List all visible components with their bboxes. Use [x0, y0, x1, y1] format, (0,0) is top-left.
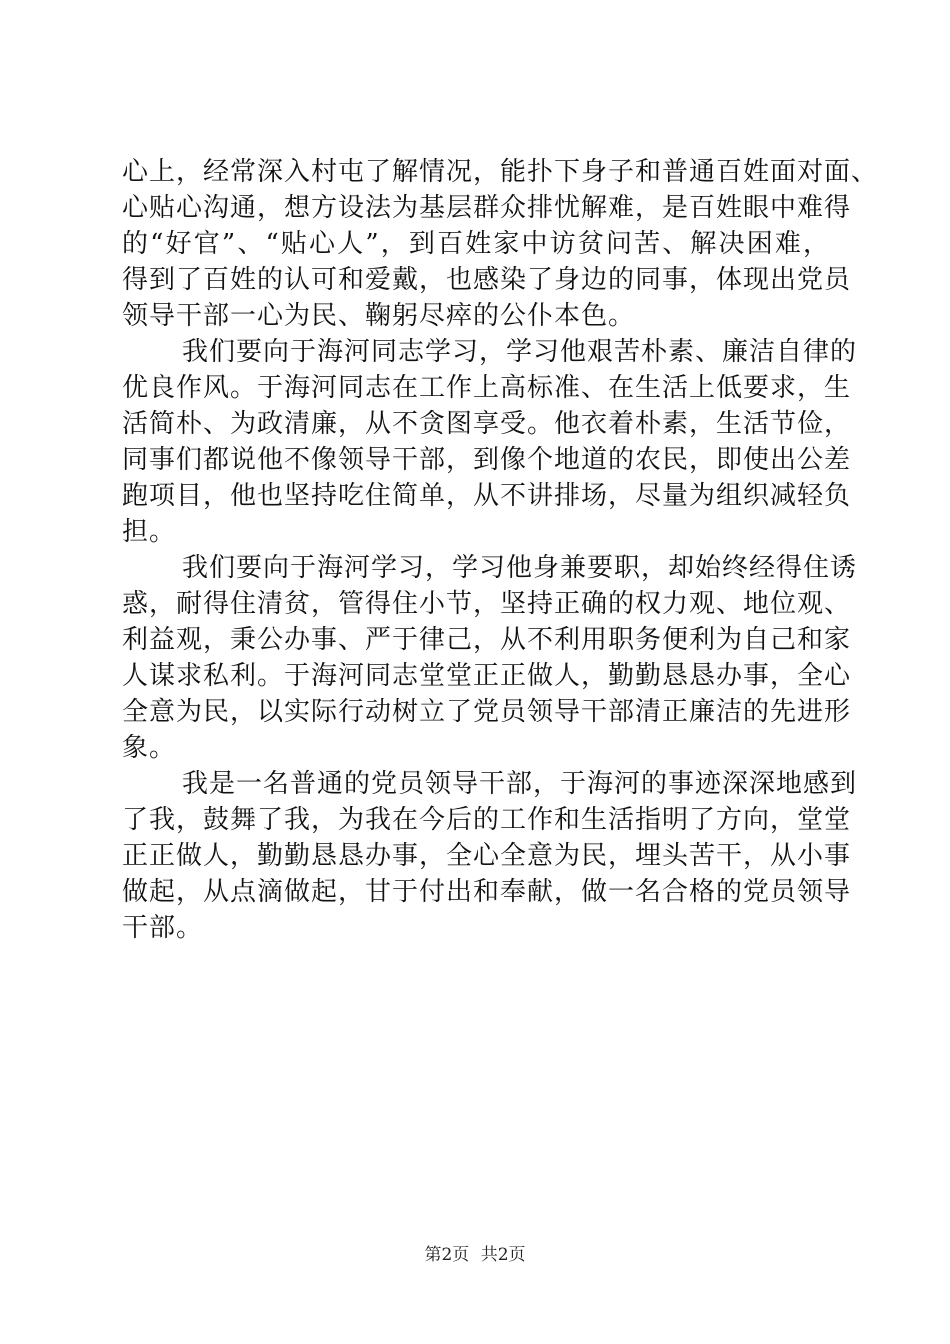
text-line: 惑，耐得住清贫，管得住小节，坚持正确的权力观、地位观、 [122, 589, 852, 619]
text-line: 利益观，秉公办事、严于律己，从不利用职务便利为自己和家 [122, 625, 852, 655]
text-line: 得到了百姓的认可和爱戴，也感染了身边的同事，体现出党员 [122, 265, 852, 295]
text-line: 担。 [122, 517, 177, 547]
text-line: 心上，经常深入村屯了解情况，能扑下身子和普通百姓面对面、 [122, 157, 879, 187]
text-line: 象。 [122, 733, 177, 763]
text-line: 做起，从点滴做起，甘于付出和奉献，做一名合格的党员领导 [122, 877, 852, 907]
text-line: 的“好官”、“贴心人”，到百姓家中访贫问苦、解决困难， [122, 229, 830, 259]
text-line: 优良作风。于海河同志在工作上高标准、在生活上低要求，生 [122, 373, 852, 403]
page-footer [0, 1244, 950, 1266]
page-number: 第2页 [424, 1245, 470, 1265]
page-total: 共2页 [480, 1245, 526, 1265]
text-line: 跑项目，他也坚持吃住简单，从不讲排场，尽量为组织减轻负 [122, 481, 852, 511]
text-line: 领导干部一心为民、鞠躬尽瘁的公仆本色。 [122, 301, 636, 331]
text-line: 我们要向于海河学习，学习他身兼要职，却始终经得住诱 [182, 553, 858, 583]
text-line: 心贴心沟通，想方设法为基层群众排忧解难，是百姓眼中难得 [122, 193, 852, 223]
text-line: 全意为民，以实际行动树立了党员领导干部清正廉洁的先进形 [122, 697, 852, 727]
text-line: 正正做人，勤勤恳恳办事，全心全意为民，埋头苦干，从小事 [122, 841, 852, 871]
text-line: 人谋求私利。于海河同志堂堂正正做人，勤勤恳恳办事，全心 [122, 661, 852, 691]
text-line: 了我，鼓舞了我，为我在今后的工作和生活指明了方向，堂堂 [122, 805, 852, 835]
text-line: 我们要向于海河同志学习，学习他艰苦朴素、廉洁自律的 [182, 337, 858, 367]
document-body [122, 154, 879, 946]
text-line: 干部。 [122, 913, 204, 943]
text-line: 同事们都说他不像领导干部，到像个地道的农民，即使出公差 [122, 445, 852, 475]
text-line: 我是一名普通的党员领导干部，于海河的事迹深深地感到 [182, 769, 858, 799]
text-line: 活简朴、为政清廉，从不贪图享受。他衣着朴素，生活节俭， [122, 409, 852, 439]
